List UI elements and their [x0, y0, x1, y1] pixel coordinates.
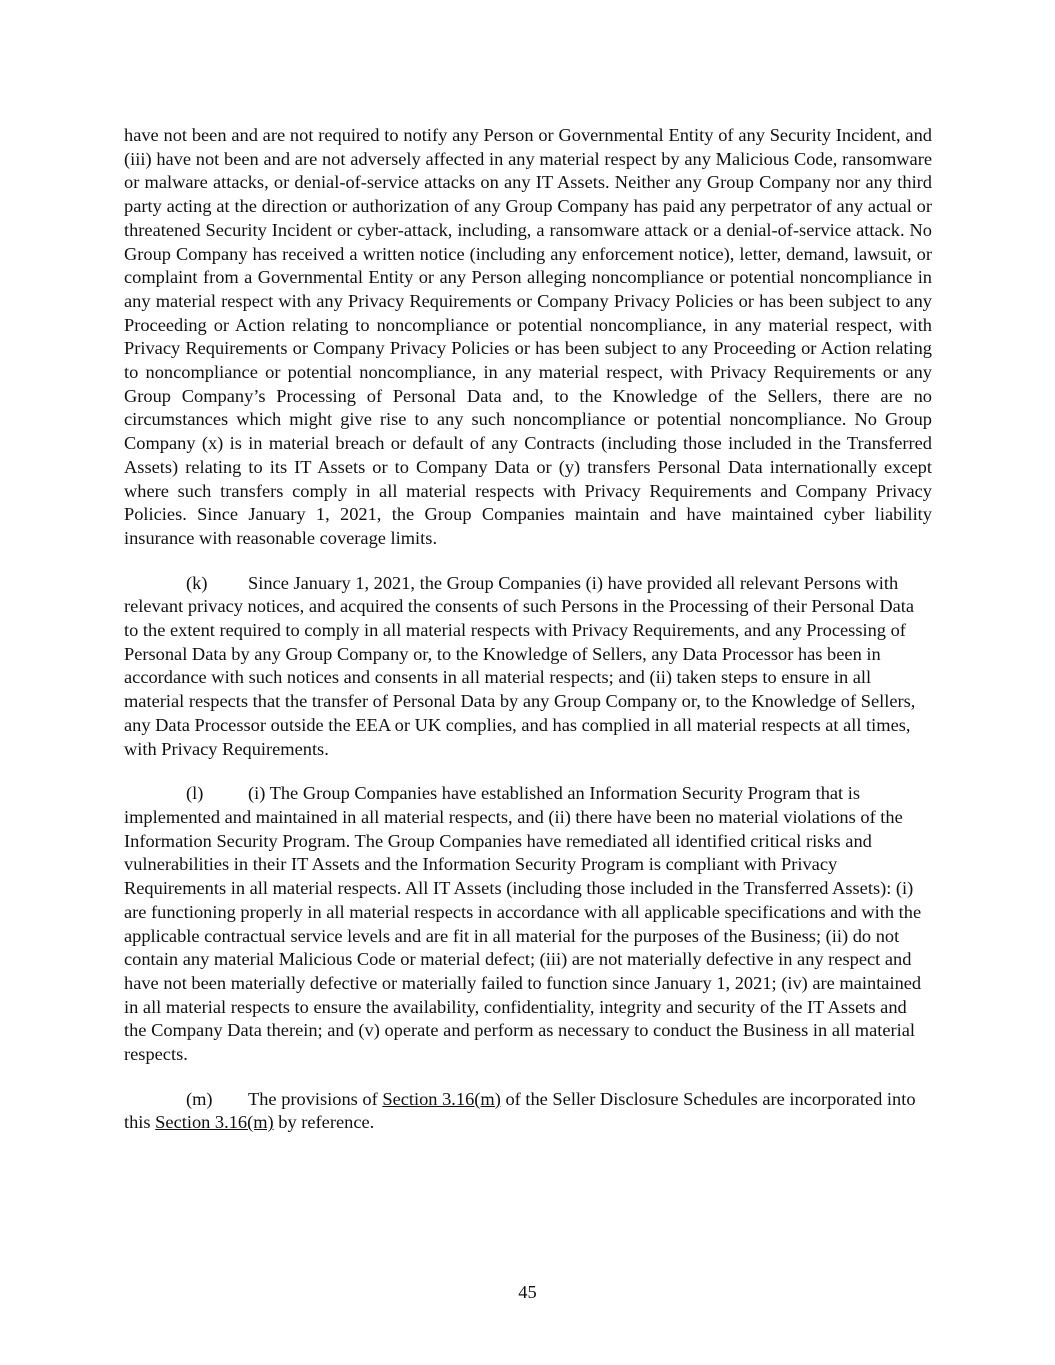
paragraph-m-text-2: of the Seller Disclosure Schedules are incorporated into this — [124, 1088, 916, 1133]
paragraph-l-marker: (l) — [186, 783, 204, 804]
paragraph-l-text: (i) The Group Companies have established an Information Security Program that is implemented and maintained in all material respects, and (ii) there have been no material violations of the Information Security Program. The Group Companies have remediated all identified critical risks and vulnerabilities in their IT Assets and the Information Security Program is compliant with Privacy Requirements in all material respects. All IT Assets (including those included in the Transferred Assets): (i) are functioning properly in all material respects in accordance with all applicable specifications and with the applicable contractual service levels and are fit in all material for the purposes of the Business; (ii) do not contain any material Malicious Code or material defect; (iii) are not materially defective in any respect and have not been materially defective or materially failed to function since January 1, 2021; (iv) are maintained in all material respects to ensure the availability, confidentiality, integrity and security of the IT Assets and the Company Data therein; and (v) operate and perform as necessary to conduct the Business in all material respects. — [124, 783, 922, 1065]
paragraph-gap — [124, 761, 932, 782]
paragraph-continuation: have not been and are not required to notify any Person or Governmental Entity of any Security Incident, and (iii) have not been and are not adversely affected in any material respect by any Malicious Code, ransomware or malware attacks, or denial-of-service attacks on any IT Assets. Neither any Group Company nor any third party acting at the direction or authorization of any Group Company has paid any perpetrator of any actual or threatened Security Incident or cyber-attack, including, a ransomware attack or a denial-of-service attack. No Group Company has received a written notice (including any enforcement notice), letter, demand, lawsuit, or complaint from a Governmental Entity or any Person alleging noncompliance or potential noncompliance in any material respect with any Privacy Requirements or Company Privacy Policies or has been subject to any Proceeding or Action relating to noncompliance or potential noncompliance, in any material respect, with Privacy Requirements or Company Privacy Policies or has been subject to any Proceeding or Action relating to noncompliance or potential noncompliance, in any material respect, with Privacy Requirements or any Group Company’s Processing of Personal Data and, to the Knowledge of the Sellers, there are no circumstances which might give rise to any such noncompliance or potential noncompliance. No Group Company (x) is in material breach or default of any Contracts (including those included in the Transferred Assets) relating to its IT Assets or to Company Data or (y) transfers Personal Data internationally except where such transfers comply in all material respects with Privacy Requirements and Company Privacy Policies. Since January 1, 2021, the Group Companies maintain and have maintained cyber liability insurance with reasonable coverage limits. — [124, 125, 932, 548]
paragraph-m — [124, 1088, 932, 1135]
paragraph-m-text-1: The provisions of — [248, 1088, 383, 1109]
section-reference-link: Section 3.16(m) — [155, 1112, 274, 1133]
paragraph-k — [124, 572, 932, 762]
page-number: 45 — [518, 1282, 537, 1302]
paragraph-m-marker: (m) — [186, 1088, 213, 1109]
paragraph-k-text: Since January 1, 2021, the Group Companies (i) have provided all relevant Persons with relevant privacy notices, and acquired the consents of such Persons in the Processing of their Personal Data to the extent required to comply in all material respects with Privacy Requirements, and any Processing of Personal Data by any Group Company or, to the Knowledge of Sellers, any Data Processor has been in accordance with such notices and consents in all material respects; and (ii) taken steps to ensure in all material respects that the transfer of Personal Data by any Group Company or, to the Knowledge of Sellers, any Data Processor outside the EEA or UK complies, and has complied in all material respects at all times, with Privacy Requirements. — [124, 572, 916, 759]
paragraph-l — [124, 782, 932, 1066]
document-page — [124, 124, 932, 1135]
paragraph-gap — [124, 551, 932, 572]
paragraph-m-text-3: by reference. — [273, 1112, 375, 1133]
paragraph-k-marker: (k) — [186, 572, 208, 593]
section-reference-link: Section 3.16(m) — [382, 1088, 501, 1109]
paragraph-gap — [124, 1067, 932, 1088]
